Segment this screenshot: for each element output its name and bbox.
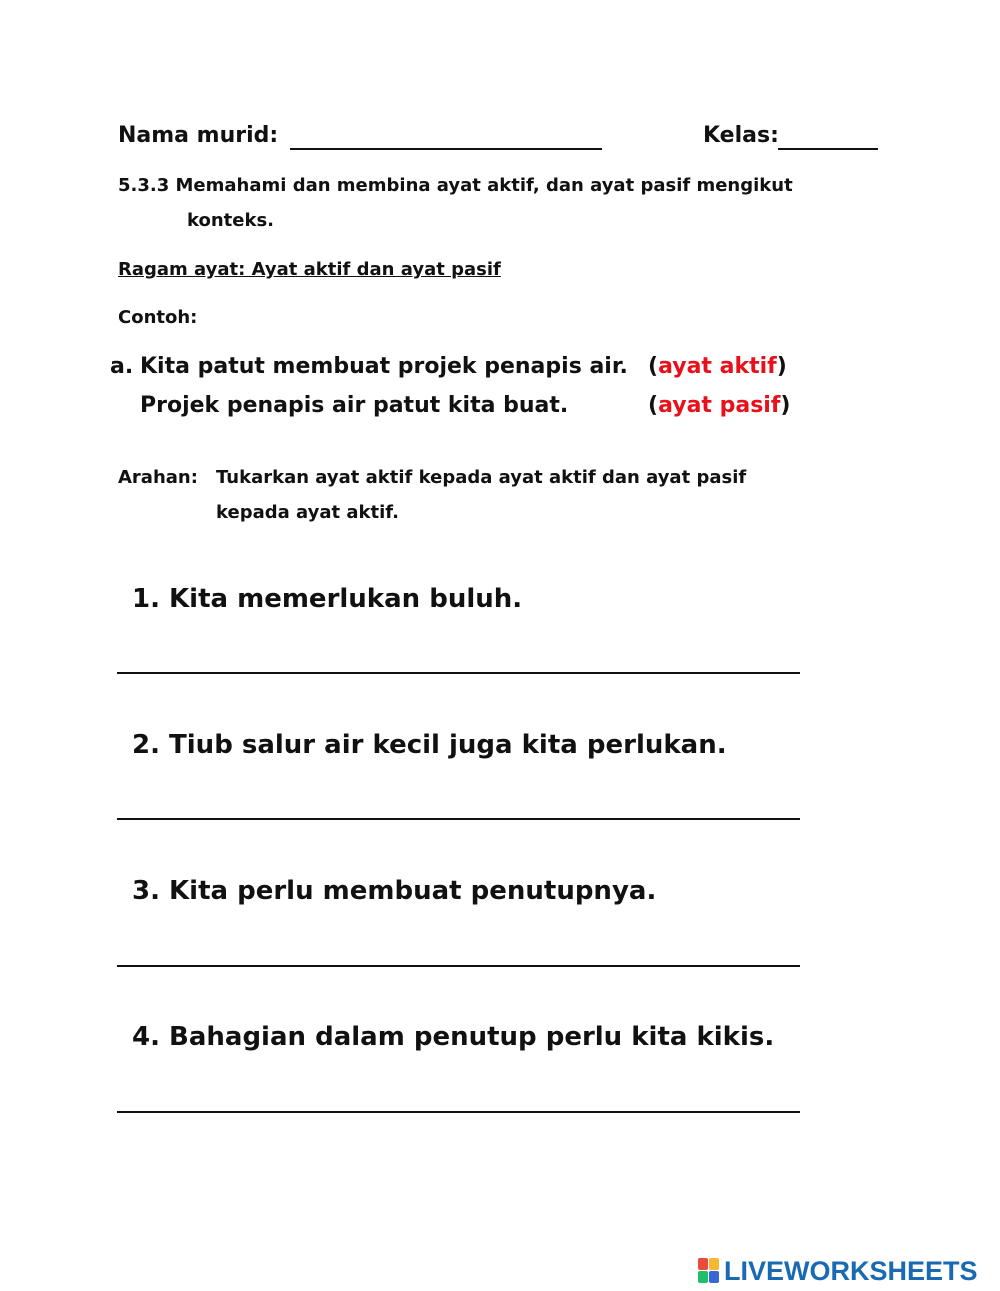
example-marker: a. bbox=[110, 354, 134, 379]
liveworksheets-brand: LIVEWORKSHEETS bbox=[724, 1255, 978, 1286]
objective-line1: 5.3.3 Memahami dan membina ayat aktif, dan ayat pasif mengikut bbox=[118, 175, 793, 196]
liveworksheets-icon bbox=[698, 1258, 720, 1284]
example-tag-passive: (ayat pasif) bbox=[648, 393, 791, 418]
answer-line-4[interactable] bbox=[117, 1111, 800, 1113]
topic-heading: Ragam ayat: Ayat aktif dan ayat pasif bbox=[118, 259, 501, 280]
answer-line-1[interactable] bbox=[117, 672, 800, 674]
objective-line2: konteks. bbox=[187, 210, 275, 231]
example-tag-active: (ayat aktif) bbox=[648, 354, 787, 379]
instruction-line2: kepada ayat aktif. bbox=[216, 502, 399, 523]
class-label: Kelas: bbox=[703, 123, 779, 148]
example-sentence-passive: Projek penapis air patut kita buat. bbox=[140, 393, 569, 418]
instruction-line1: Tukarkan ayat aktif kepada ayat aktif dan ayat pasif bbox=[216, 467, 747, 488]
answer-line-2[interactable] bbox=[117, 818, 800, 820]
class-blank bbox=[778, 148, 878, 150]
name-blank bbox=[290, 148, 602, 150]
question-1: 1. Kita memerlukan buluh. bbox=[132, 584, 523, 614]
name-label: Nama murid: bbox=[118, 123, 279, 148]
liveworksheets-logo[interactable] bbox=[698, 1256, 978, 1286]
example-label: Contoh: bbox=[118, 307, 198, 328]
ayat-pasif-tag: ayat pasif bbox=[658, 393, 781, 418]
question-3: 3. Kita perlu membuat penutupnya. bbox=[132, 876, 657, 906]
question-4: 4. Bahagian dalam penutup perlu kita kikis. bbox=[132, 1022, 775, 1052]
instruction-label: Arahan: bbox=[118, 467, 198, 488]
ayat-aktif-tag: ayat aktif bbox=[658, 354, 777, 379]
question-2: 2. Tiub salur air kecil juga kita perlukan. bbox=[132, 730, 727, 760]
answer-line-3[interactable] bbox=[117, 965, 800, 967]
example-sentence-active: Kita patut membuat projek penapis air. bbox=[140, 354, 628, 379]
